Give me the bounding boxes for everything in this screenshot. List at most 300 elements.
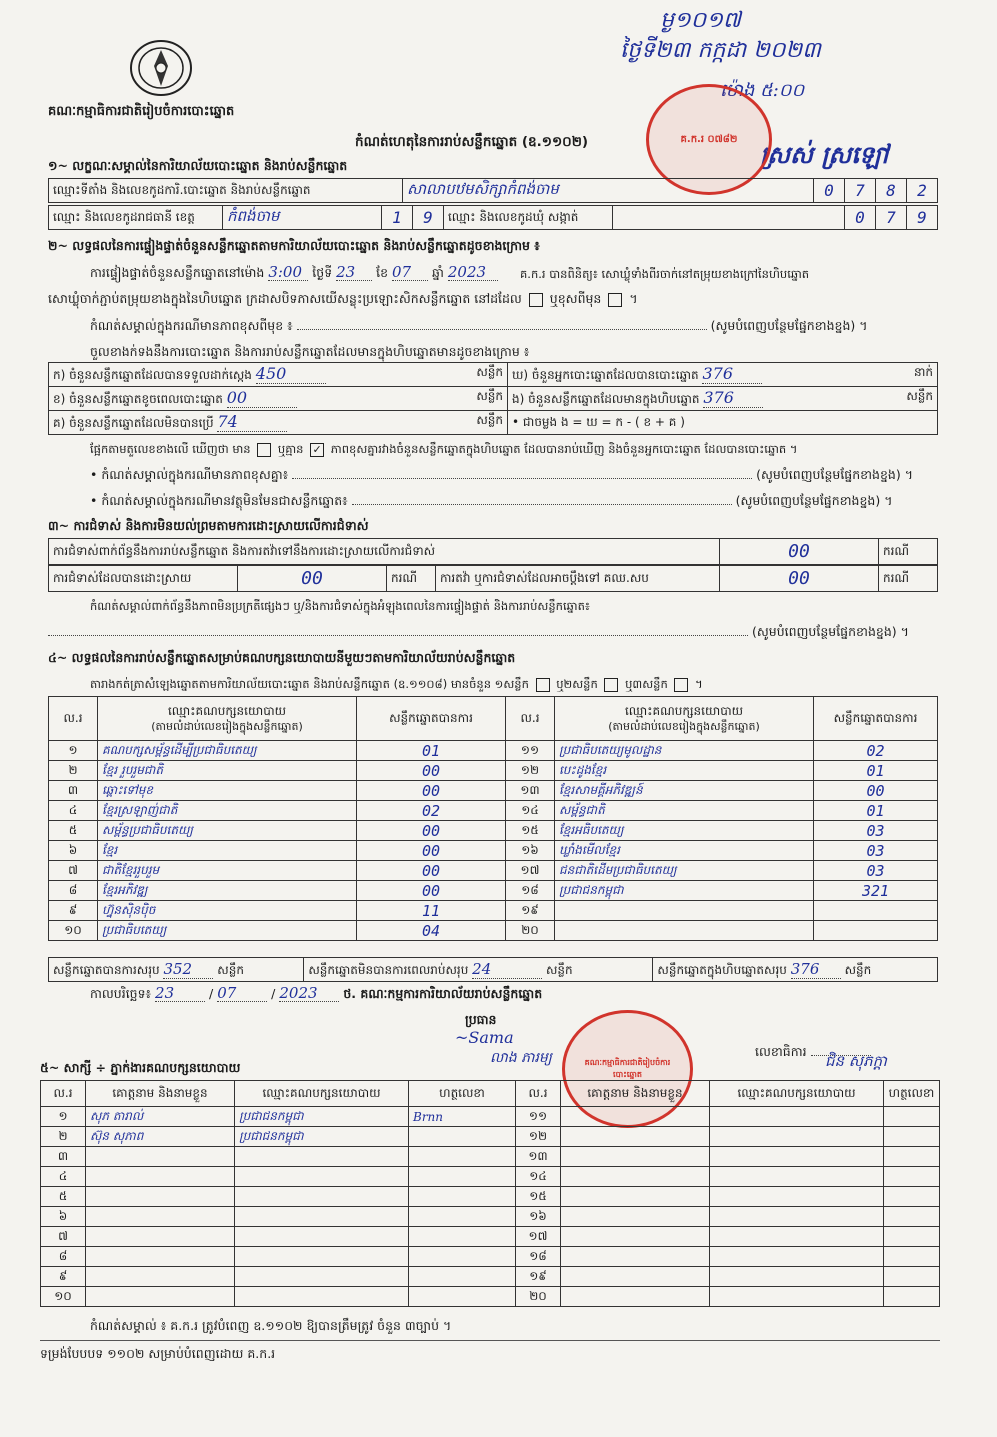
party-no: ១៤ [521,802,539,817]
party-no-cell [506,821,555,841]
org-name: គណៈកម្មាធិការជាតិរៀបចំការបោះឆ្នោត [48,104,235,119]
bullet1-hint: (សូមបំពេញបន្ថែមផ្នែកខាងខ្នង) ។ [756,467,913,482]
party-name-cell [98,901,357,921]
resolved-value-text: 00 [301,568,323,589]
witness-no-cell [516,1207,561,1227]
party-no: ១ [68,742,78,757]
witness-row [41,1187,940,1207]
party-name: ខ្មែរស្រឡាញ់ជាតិ [102,802,178,817]
party-votes-cell [814,801,938,821]
footer-note: កំណត់សម្គាល់ ៖ គ.ក.រ ត្រូវបំពេញ ឧ.១១០២ ឱ្យបានត្រឹមត្រូវ ចំនួន ៣ច្បាប់ ។ [90,1318,452,1333]
witness-no: ២ [58,1128,68,1143]
w-col-no-right: ល.រ [516,1081,561,1107]
witness-party-cell [710,1247,884,1267]
witness-no: ១៦ [529,1208,547,1223]
party-name-cell [98,801,357,821]
w-col-sign-left: ហត្ថលេខា [409,1081,516,1107]
resolved-label: ការជំទាស់ដែលបានដោះស្រាយ [49,566,238,592]
col-votes-left: សន្លឹកឆ្នោតបានការ [357,697,506,741]
witness-signature-cell [884,1187,940,1207]
party-name-cell [98,861,357,881]
complaint-row1-unit: ករណី [879,539,938,565]
witness-name-cell [561,1247,710,1267]
province-code-2: 9 [413,206,444,230]
party-no: ៥ [68,822,78,837]
section3-heading: ៣~ ការជំទាស់ និងការមិនយល់ព្រមតាមការដោះស្រាយលើការជំទាស់ [48,518,369,533]
party-no-cell [506,781,555,801]
different-checkbox[interactable] [608,293,622,307]
party-no-cell [49,821,98,841]
complaint-row1-value-text: 00 [788,541,810,562]
witness-signature-cell [409,1227,516,1247]
same-checkbox[interactable] [529,293,543,307]
witness-no-cell [41,1267,86,1287]
witness-no-cell [41,1167,86,1187]
w-col-name-left: គោត្តនាម និងនាមខ្លួន [86,1081,235,1107]
count-row-1 [49,363,938,387]
party-name: ប្រជាជនកម្ពុជា [559,882,624,897]
party-row [49,801,938,821]
party-votes-cell [814,781,938,801]
witness-party-cell [710,1287,884,1307]
party-votes: 00 [421,861,441,880]
witness-signature-cell [884,1167,940,1187]
party-no: ៩ [68,902,78,917]
party-no-cell [506,741,555,761]
appeal-unit: ករណី [879,566,938,592]
w-col-party-right: ឈ្មោះគណបក្សនយោបាយ [710,1081,884,1107]
witness-row [41,1147,940,1167]
party-no: ១៥ [521,822,539,837]
party-no-cell [49,841,98,861]
station-code-1: 0 [814,179,845,203]
date-line: កាលបរិច្ឆេទ៖ 23 / 07 / 2023 ថ. គណៈកម្មការការិយាល័យរាប់សន្លឹកឆ្នោត [90,984,543,1002]
witness-no: ១៧ [528,1228,548,1243]
witness-no-cell [41,1147,86,1167]
party-name-cell [555,861,814,881]
party-name: ជាតិខ្មែររួបរួម [102,862,160,877]
witness-row [41,1267,940,1287]
col-party-left [98,697,357,741]
three-sheet-checkbox[interactable] [674,678,688,692]
party-row [49,821,938,841]
total-box-value: 376 [791,960,841,979]
witness-name-cell [86,1147,235,1167]
party-no-cell [49,801,98,821]
witness-name-cell [561,1267,710,1287]
witness-party-cell [235,1227,409,1247]
party-votes-cell [357,761,506,781]
witness-party-cell [235,1287,409,1307]
party-no-cell [49,861,98,881]
party-votes: 02 [866,741,885,760]
chair-signature: ~Sama [455,1028,514,1047]
appeal-value [720,566,879,592]
party-votes-cell [357,861,506,881]
party-votes: 00 [421,881,441,900]
witness-signature-cell [884,1227,940,1247]
party-row [49,761,938,781]
total-invalid-unit: សន្លឹក [546,962,573,977]
stamp-top-text: គ.ក.រ ០៧៨២ [680,134,738,145]
result-text-c: ភាពខុសគ្នារវាងចំនួនសន្លឹកឆ្នោតក្នុងហិបឆ្នោត ដែលបានរាប់ឃើញ និងចំនួនអ្នកបោះឆ្នោត ដែលបានបោះឆ្នោត ។ [330,442,798,456]
witness-party-cell [710,1127,884,1147]
witness-no-cell [516,1107,561,1127]
one-sheet-checkbox[interactable] [536,678,550,692]
bullet2-line [90,493,940,509]
count-e-cell [508,387,938,411]
party-name: ខ្មែរអភិវឌ្ឍ [102,882,148,897]
party-votes: 03 [866,861,885,880]
witness-party-cell [710,1187,884,1207]
party-no: ១៨ [521,882,539,897]
witness-body [41,1107,940,1307]
commune-code-2: 7 [876,206,907,230]
party-row [49,861,938,881]
para1-e: គ.ក.រ បានពិនិត្យ៖ សោឃ្លុំទាំងពីរចាក់នៅតម្រុយខាងក្រៅនៃហិបឆ្នោត [520,267,810,281]
count-d-label: ឃ) ចំនួនអ្នកបោះឆ្នោតដែលបានបោះឆ្នោត [512,368,699,382]
section2-heading: ២~ លទ្ធផលនៃការផ្ទៀងផ្ទាត់ចំនួនសន្លឹកឆ្នោតតាមការិយាល័យបោះឆ្នោត និងរាប់សន្លឹកឆ្នោតដូចខាងក្រោម ៖ [48,238,540,253]
witness-signature-cell [409,1147,516,1167]
witness-no-cell [41,1107,86,1127]
form-title: កំណត់ហេតុនៃការរាប់សន្លឹកឆ្នោត (ឧ.១១០២) [355,134,589,150]
section3-note-line [48,624,938,640]
col-no-left: ល.រ [49,697,98,741]
location-value [403,179,814,203]
witness-no-cell [516,1127,561,1147]
witness-no: ៥ [58,1188,68,1203]
witness-party-cell [235,1127,409,1147]
resolved-value [238,566,387,592]
count-c-value: 74 [217,412,287,432]
party-name-cell [555,741,814,761]
party-name-cell [555,761,814,781]
party-name: ប្រជាធិបតេយ្យ [102,922,167,937]
party-votes-cell [357,841,506,861]
witness-name-cell [561,1147,710,1167]
witness-name-cell [561,1187,710,1207]
chair-name: លាង ភារម្យ [490,1050,552,1066]
note-diff-label: កំណត់សម្គាល់ក្នុងករណីមានភាពខុសពីមុខ ៖ [90,318,293,333]
date-label: កាលបរិច្ឆេទ៖ [90,986,152,1001]
w-col-party-left: ឈ្មោះគណបក្សនយោបាយ [235,1081,409,1107]
party-row [49,781,938,801]
party-name-cell [98,741,357,761]
note-diff-fill[interactable] [297,329,707,330]
witness-no: ៩ [58,1268,68,1283]
party-no: ៦ [68,842,78,857]
count-e-unit: សន្លឹក [906,389,933,403]
total-valid-value: 352 [163,960,213,979]
total-valid-unit: សន្លឹក [217,962,244,977]
party-votes-cell [814,761,938,781]
witness-no: ១៤ [529,1168,547,1183]
party-no-cell [49,741,98,761]
count-d-cell [508,363,938,387]
witness-row [41,1287,940,1307]
party-no: ១០ [64,922,82,937]
witness-signature-cell [884,1287,940,1307]
party-name-cell [98,821,357,841]
party-name: សម្ព័ន្ធជាតិ [559,802,605,817]
date-day: 23 [155,985,205,1002]
party-name-cell [98,921,357,941]
date-month: 07 [217,985,267,1002]
two-sheet-checkbox[interactable] [604,678,618,692]
count-a-label: ក) ចំនួនសន្លឹកឆ្នោតដែលបានទទួលដាក់ស្កេង [53,368,252,382]
handwritten-date: ថ្ងៃទី២៣ កក្កដា ២០២៣ [620,38,821,63]
party-votes: 321 [861,881,890,900]
witness-row [41,1207,940,1227]
secretary-label-text: លេខាធិការ [755,1044,807,1059]
bullet2-fill[interactable] [352,504,732,505]
witness-signature-cell [884,1127,940,1147]
party-votes: 01 [421,741,441,760]
party-name-cell [98,761,357,781]
witness-party-cell [710,1207,884,1227]
province-code-1: 1 [382,206,413,230]
section3-note-fill[interactable] [48,635,748,636]
complaint-row1-label: ការជំទាស់ពាក់ព័ន្ធនឹងការរាប់សន្លឹកឆ្នោត និងការតវ៉ាទៅនឹងការដោះស្រាយលើការជំទាស់ [49,539,720,565]
w-col-name-right: គោត្តនាម និងនាមខ្លួន [561,1081,710,1107]
count-b-cell [49,387,508,411]
section3-note: កំណត់សម្គាល់ពាក់ព័ន្ធនឹងភាពមិនប្រក្រតីផ្សេងៗ ឬ/និងការជំទាស់ក្នុងអំឡុងពេលនៃការផ្ទៀងផ្ទាត់ និងការរាប់សន្លឹកឆ្នោត៖ [90,599,590,613]
party-no: ១៩ [521,902,539,917]
date-year: 2023 [279,985,339,1002]
totals-table [48,957,938,982]
party-name: ខ្មែរសាមគ្គីអភិវឌ្ឍន៍ [559,782,643,797]
party-name: ខ្មែរ រួបរួមជាតិ [102,762,163,777]
witness-signature-cell [409,1287,516,1307]
party-votes: 01 [866,801,885,820]
total-invalid-label: សន្លឹកឆ្នោតមិនបានការពេលរាប់សរុប [308,962,469,977]
party-no: ៧ [68,862,78,877]
party-no-cell [49,881,98,901]
witness-party-cell [710,1147,884,1167]
witness-party-cell [710,1167,884,1187]
witness-name-cell [86,1187,235,1207]
result-text-b: ឬគ្មាន [277,442,304,456]
party-no-cell [506,761,555,781]
complaints-table [48,538,938,565]
result-text-a: ផ្អែកតាមតួលេខខាងលើ ឃើញថា មាន [90,442,251,456]
handwritten-pass-note: ស្រស់ ស្រឡៅ [760,140,889,169]
station-code-3: 8 [876,179,907,203]
section5-heading: ៥~ សាក្សី ÷ ភ្នាក់ងារគណបក្សនយោបាយ [40,1060,241,1075]
count-e-label: ង) ចំនួនសន្លឹកឆ្នោតដែលមានក្នុងហិបឆ្នោត [512,392,700,406]
witness-party-cell [235,1147,409,1167]
total-box-unit: សន្លឹក [844,962,872,977]
witness-no-cell [41,1247,86,1267]
table-intro: ចួលខាងក់ទងនឹងការបោះឆ្នោត និងការរាប់សន្លឹកឆ្នោតដែលមានក្នុងហិបឆ្នោតមានដូចខាងក្រោម ៖ [90,344,530,359]
count-d-value: 376 [702,364,762,384]
party-name-cell [555,821,814,841]
intro-c: ឬ៣សន្លឹក [625,677,668,691]
party-votes-cell [357,881,506,901]
witness-no: ១០ [54,1288,72,1303]
note-diff-line [90,318,940,334]
witness-name-cell [86,1267,235,1287]
party-name: ប្រជាធិបតេយ្យមូលដ្ឋាន [559,742,662,757]
no-difference-checkbox[interactable] [310,443,324,457]
witness-signature-cell [409,1187,516,1207]
count-d-unit: នាក់ [913,365,933,379]
total-invalid-value: 24 [472,960,542,979]
count-e-value: 376 [703,388,763,408]
witness-no: ២០ [529,1288,547,1303]
party-name: ខ្មែរ [102,842,118,857]
party-name: គណបក្សសម្ព័ន្ធដើម្បីប្រជាធិបតេយ្យ [102,742,257,757]
party-no-cell [506,861,555,881]
col-party-right-title: ឈ្មោះគណបក្សនយោបាយ [624,703,744,718]
party-name-cell [555,921,814,941]
party-name-cell [555,841,814,861]
witness-signature-cell [884,1247,940,1267]
witness-name-cell [86,1127,235,1147]
party-no-cell [506,901,555,921]
party-no-cell [506,841,555,861]
witness-name-cell [561,1167,710,1187]
witness-no-cell [516,1247,561,1267]
party-results-body [49,741,938,941]
party-votes-cell [814,881,938,901]
section2-para2: សោឃ្លុំចាក់ភ្ជាប់តម្រុយខាងក្នុងនៃហិបឆ្នោត ក្រដាសបិទភាសយើសន្លុះប្រឡោះសិកសន្លឹកឆ្នោត នៅដដែល ឬខុសពីមុន ។ [48,291,638,306]
party-no-cell [49,761,98,781]
party-name: ជនជាតិដើមប្រជាធិបតេយ្យ [559,862,677,877]
col-votes-right: សន្លឹកឆ្នោតបានការ [814,697,938,741]
party-no: ១៧ [520,862,540,877]
witness-no-cell [516,1227,561,1247]
witness-name-cell [86,1207,235,1227]
party-no: ៨ [68,882,78,897]
witness-signature-cell [409,1247,516,1267]
party-votes-cell [814,921,938,941]
witness-name-cell [86,1167,235,1187]
witness-signature-cell [409,1207,516,1227]
witness-name-cell [561,1227,710,1247]
party-name-cell [555,901,814,921]
witness-table [40,1080,940,1307]
count-row-2 [49,387,938,411]
has-difference-checkbox[interactable] [257,443,271,457]
witness-party-cell [235,1107,409,1127]
section1-table-row2 [48,205,938,230]
witness-no-cell [41,1207,86,1227]
count-a-cell [49,363,508,387]
witness-signature-cell [409,1107,516,1127]
witness-no-cell [516,1187,561,1207]
party-votes-cell [814,901,938,921]
count-b-value: 00 [227,388,297,408]
party-name: បេះដូងខ្មែរ [559,762,607,777]
section4-heading: ៤~ លទ្ធផលនៃការរាប់សន្លឹកឆ្នោតសម្រាប់គណបក្សនយោបាយនីមួយៗតាមការិយាល័យរាប់សន្លឹកឆ្នោត [48,650,516,665]
royal-emblem-icon [128,38,194,98]
station-code-4: 2 [907,179,938,203]
witness-row [41,1167,940,1187]
witness-no: ៦ [58,1208,68,1223]
witness-signature-cell [409,1127,516,1147]
party-votes-cell [357,821,506,841]
witness-no-cell [41,1127,86,1147]
col-no-right: ល.រ [506,697,555,741]
commune-code-1: 0 [845,206,876,230]
witness-party: ប្រជាជនកម្ពុជា [239,1128,304,1143]
witness-party-cell [235,1187,409,1207]
intro-a: តារាងកត់ត្រាសំឡេងឆ្នោតតាមការិយាល័យបោះឆ្នោត និងរាប់សន្លឹកឆ្នោត (ឧ.១១០៨) មានចំនួន ១សន្លឹក [90,677,529,691]
party-no-cell [49,781,98,801]
party-votes-cell [357,921,506,941]
footer-bottom: ទម្រង់បែបបទ ១១០២ សម្រាប់បំពេញដោយ គ.ក.រ [40,1346,276,1361]
party-no: ២០ [521,922,539,937]
section1-table [48,178,938,203]
party-votes: 00 [866,781,885,800]
witness-no: ៧ [58,1228,68,1243]
party-votes: 00 [421,841,441,860]
witness-party-cell [235,1247,409,1267]
witness-party-cell [235,1267,409,1287]
party-row [49,921,938,941]
witness-row [41,1227,940,1247]
party-votes-cell [814,821,938,841]
section4-intro: តារាងកត់ត្រាសំឡេងឆ្នោតតាមការិយាល័យបោះឆ្នោត និងរាប់សន្លឹកឆ្នោត (ឧ.១១០៨) មានចំនួន ១សន្លឹក ឬ២សន្លឹក ឬ៣សន្លឹក ។ [90,677,703,691]
witness-no: ១ [58,1108,68,1123]
witness-name-cell [86,1107,235,1127]
commune-label: ឈ្មោះ និងលេខកូដឃុំ សង្កាត់ [444,206,613,230]
para2-b: ឬខុសពីមុន [549,291,602,306]
party-votes-cell [814,861,938,881]
chair-label: ប្រធាន [465,1012,497,1027]
commune-value [613,206,845,230]
footer-divider [40,1340,940,1341]
party-name-cell [98,781,357,801]
section2-para1 [90,264,498,281]
witness-signature-cell [884,1147,940,1167]
witness-name: ស៊ុន សុភាព [90,1128,144,1143]
complaint-row1-value [720,539,879,565]
witness-no: ១៩ [529,1268,547,1283]
bullet2-label: • កំណត់សម្គាល់ក្នុងករណីមានវត្ថុមិនមែនជាសន្លឹកឆ្នោត៖ [90,493,348,508]
count-row-3 [49,411,938,435]
witness-party-cell [235,1207,409,1227]
formula-label: • ជាចម្លង ង = ឃ = ក - ( ខ + គ ) [512,414,685,429]
count-b-label: ខ) ចំនួនសន្លឹកឆ្នោតខូចពេលបោះឆ្នោត [53,392,223,406]
secretary-name: ជិន សុភក្ដា [825,1052,887,1070]
party-name: ខ្មែរអធិបតេយ្យ [559,822,624,837]
party-no: ១១ [520,742,540,757]
party-no: ៣ [67,782,79,797]
party-name-cell [555,781,814,801]
stamp-bottom-text: គណៈកម្មាធិការជាតិរៀបចំការបោះឆ្នោត [584,1058,671,1079]
total-valid-cell [49,958,304,982]
committee-label: ថ. គណៈកម្មការការិយាល័យរាប់សន្លឹកឆ្នោត [343,986,543,1001]
col-party-left-sub: (តាមលំដាប់លេខរៀងក្នុងសន្លឹកឆ្នោត) [151,719,303,733]
party-row [49,841,938,861]
party-no-cell [506,881,555,901]
count-c-unit: សន្លឹក [476,413,503,427]
para1-a: ការផ្ទៀងផ្ទាត់ចំនួនសន្លឹកឆ្នោតនៅម៉ោង [90,265,265,280]
witness-name-cell [561,1287,710,1307]
party-name-cell [555,801,814,821]
party-votes: 03 [866,841,885,860]
witness-row [41,1247,940,1267]
bullet1-fill[interactable] [292,478,752,479]
witness-name-cell [561,1127,710,1147]
w-col-sign-right: ហត្ថលេខា [884,1081,940,1107]
party-no-cell [49,921,98,941]
party-no: ១៣ [520,782,540,797]
handwritten-time: ម៉ោង ៥:០០ [720,80,805,101]
col-party-left-title: ឈ្មោះគណបក្សនយោបាយ [167,703,287,718]
